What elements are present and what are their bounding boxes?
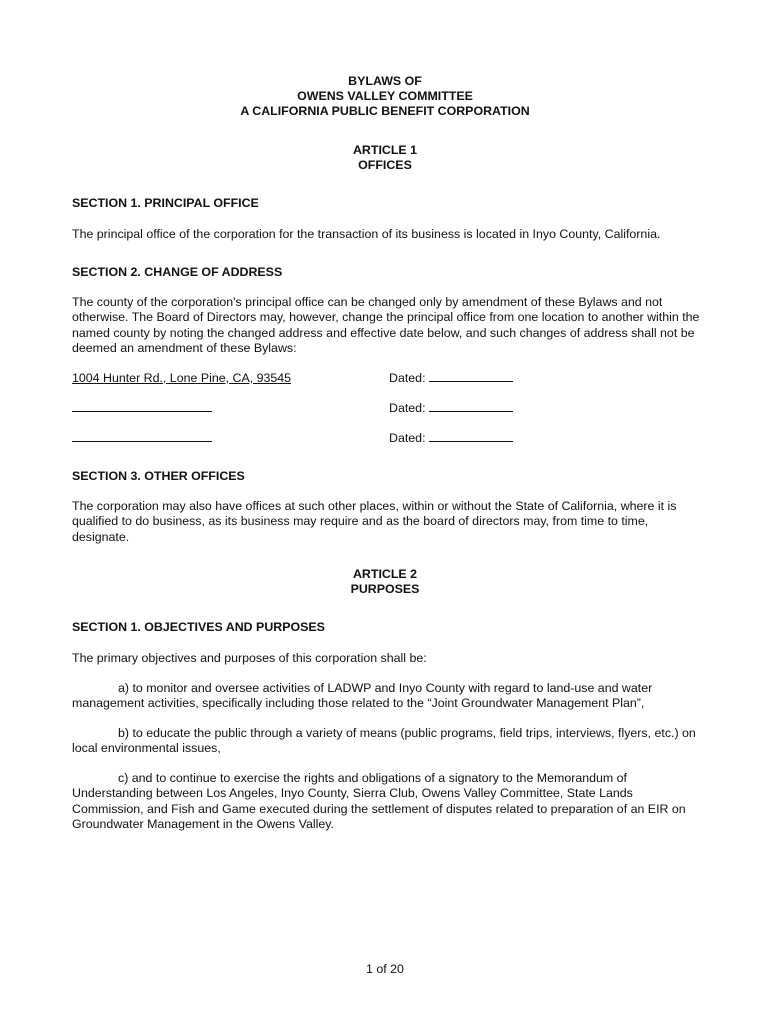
purpose-item-b: b) to educate the public through a variety of means (public programs, field trips, interviews, flyers, etc.) on local environmental issues, bbox=[72, 726, 696, 756]
article-1-number: ARTICLE 1 bbox=[352, 143, 418, 157]
purpose-item-c: c) and to continue to exercise the rights and obligations of a signatory to the Memorandum of Understanding between Los Angeles, Inyo County, Sierra Club, Owens Valley Committee, State Lands Commission, and Fish and Game executed during the settlement of disputes related to preparation of an EIR on Groundwater Management in the Owens Valley. bbox=[72, 771, 686, 832]
section-1-heading: SECTION 1. PRINCIPAL OFFICE bbox=[72, 196, 259, 210]
section-3-text: The corporation may also have offices at such other places, within or without the State of California, where it is qualified to do business, as its business may require and as the board of directors may, from time to time, designate. bbox=[72, 499, 677, 544]
dated-label: Dated: bbox=[389, 431, 426, 445]
dated-row-1 bbox=[389, 371, 513, 386]
article-1-name: OFFICES bbox=[358, 158, 412, 172]
address-blank-line bbox=[72, 440, 212, 442]
doc-title-line-2: OWENS VALLEY COMMITTEE bbox=[297, 89, 473, 103]
date-blank-line bbox=[429, 440, 513, 442]
doc-title-line-1: BYLAWS OF bbox=[348, 74, 422, 88]
address-row-1 bbox=[72, 371, 291, 386]
address-row-3 bbox=[72, 431, 212, 446]
objectives-heading: SECTION 1. OBJECTIVES AND PURPOSES bbox=[72, 620, 325, 634]
objectives-intro: The primary objectives and purposes of this corporation shall be: bbox=[72, 651, 427, 665]
address-value: 1004 Hunter Rd., Lone Pine, CA, 93545 bbox=[72, 371, 292, 385]
section-2-text: The county of the corporation's principal office can be changed only by amendment of these Bylaws and not otherwise. The Board of Directors may, however, change the principal office from one location to another within the named county by noting the changed address and effective date below, and such changes of address shall not be deemed an amendment of these Bylaws: bbox=[72, 295, 700, 356]
doc-title-line-3: A CALIFORNIA PUBLIC BENEFIT CORPORATION bbox=[240, 104, 530, 118]
date-blank-line bbox=[429, 380, 513, 382]
address-row-2 bbox=[72, 401, 212, 416]
page-number: 1 of 20 bbox=[366, 962, 404, 976]
dated-label: Dated: bbox=[389, 401, 426, 415]
purpose-item-a: a) to monitor and oversee activities of LADWP and Inyo County with regard to land-use and water management activities, specifically including those related to the “Joint Groundwater Management Plan”, bbox=[72, 681, 653, 711]
address-blank-line bbox=[72, 410, 212, 412]
section-3-heading: SECTION 3. OTHER OFFICES bbox=[72, 469, 245, 483]
dated-row-3 bbox=[389, 431, 513, 446]
section-2-heading: SECTION 2. CHANGE OF ADDRESS bbox=[72, 265, 283, 279]
article-2-number: ARTICLE 2 bbox=[352, 567, 418, 581]
dated-label: Dated: bbox=[389, 371, 426, 385]
article-2-name: PURPOSES bbox=[350, 582, 420, 596]
dated-row-2 bbox=[389, 401, 513, 416]
date-blank-line bbox=[429, 410, 513, 412]
section-1-text: The principal office of the corporation for the transaction of its business is located in Inyo County, California. bbox=[72, 227, 661, 241]
